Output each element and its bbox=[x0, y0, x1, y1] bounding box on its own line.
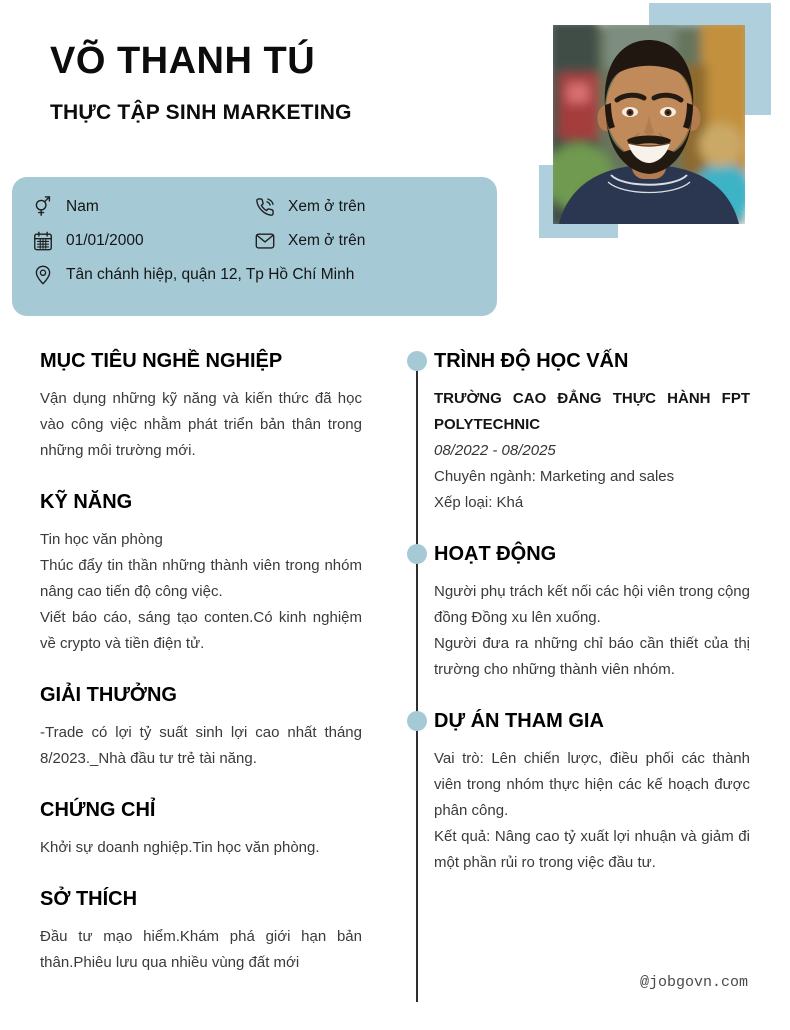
education-period: 08/2022 - 08/2025 bbox=[434, 442, 556, 459]
contact-address bbox=[32, 264, 354, 286]
email-value: Xem ở trên bbox=[288, 232, 366, 249]
profile-photo bbox=[553, 25, 745, 224]
section-heading: CHỨNG CHỈ bbox=[40, 799, 156, 821]
section-heading: KỸ NĂNG bbox=[40, 491, 133, 513]
section-paragraph: Vận dụng những kỹ năng và kiến thức đã học vào công việc nhằm phát triển bản thân trong những môi trường mới. bbox=[40, 390, 362, 459]
education-grade: Xếp loại: Khá bbox=[434, 494, 524, 511]
contact-row-1 bbox=[32, 192, 477, 222]
section-certificates bbox=[40, 799, 362, 861]
section-paragraph: Tin học văn phòng bbox=[40, 531, 163, 548]
candidate-name: VÕ THANH TÚ bbox=[50, 40, 316, 82]
left-column bbox=[40, 350, 362, 976]
education-school: TRƯỜNG CAO ĐẲNG THỰC HÀNH FPT POLYTECHNIC bbox=[434, 390, 750, 433]
gender-icon bbox=[32, 196, 54, 218]
contact-info-card bbox=[12, 177, 497, 316]
section-paragraph: Người phụ trách kết nối các hội viên trong cộng đồng Đồng xu lên xuống. bbox=[434, 583, 750, 626]
contact-row-2 bbox=[32, 226, 477, 256]
section-paragraph: Đầu tư mạo hiểm.Khám phá giới hạn bản thân.Phiêu lưu qua nhiều vùng đất mới bbox=[40, 928, 362, 971]
section-education bbox=[434, 350, 750, 516]
section-paragraph: -Trade có lợi tỷ suất sinh lợi cao nhất tháng 8/2023._Nhà đầu tư trẻ tài năng. bbox=[40, 724, 362, 767]
section-paragraph: Người đưa ra những chỉ báo cần thiết của thị trường cho những thành viên nhóm. bbox=[434, 635, 750, 678]
section-bullet-dot bbox=[407, 711, 427, 731]
right-column bbox=[434, 350, 750, 876]
site-watermark: @jobgovn.com bbox=[640, 974, 749, 991]
section-heading: SỞ THÍCH bbox=[40, 888, 138, 910]
education-major: Chuyên ngành: Marketing and sales bbox=[434, 468, 675, 485]
contact-email bbox=[254, 230, 365, 252]
gender-value: Nam bbox=[66, 198, 99, 215]
section-heading: TRÌNH ĐỘ HỌC VẤN bbox=[434, 350, 629, 372]
section-heading: HOẠT ĐỘNG bbox=[434, 543, 557, 565]
section-awards bbox=[40, 684, 362, 772]
section-heading: GIẢI THƯỞNG bbox=[40, 684, 177, 706]
section-paragraph: Khởi sự doanh nghiệp.Tin học văn phòng. bbox=[40, 839, 320, 856]
column-divider-line bbox=[416, 361, 418, 1002]
candidate-job-title: THỰC TẬP SINH MARKETING bbox=[50, 101, 352, 124]
section-paragraph: Thúc đẩy tin thần những thành viên trong nhóm nâng cao tiến độ công việc. bbox=[40, 557, 362, 600]
section-paragraph: Vai trò: Lên chiến lược, điều phối các thành viên trong nhóm thực hiện các kế hoạch được phân công. bbox=[434, 750, 750, 819]
section-bullet-dot bbox=[407, 544, 427, 564]
birthday-value: 01/01/2000 bbox=[66, 232, 144, 249]
phone-icon bbox=[254, 196, 276, 218]
section-heading: MỤC TIÊU NGHỀ NGHIỆP bbox=[40, 350, 283, 372]
section-bullet-dot bbox=[407, 351, 427, 371]
location-pin-icon bbox=[32, 264, 54, 286]
calendar-icon bbox=[32, 230, 54, 252]
section-hobbies bbox=[40, 888, 362, 976]
section-paragraph: Kết quả: Nâng cao tỷ xuất lợi nhuận và giảm đi một phần rủi ro trong việc đầu tư. bbox=[434, 828, 750, 871]
section-career-objective bbox=[40, 350, 362, 464]
address-value: Tân chánh hiệp, quận 12, Tp Hồ Chí Minh bbox=[66, 266, 355, 283]
phone-value: Xem ở trên bbox=[288, 198, 366, 215]
contact-phone bbox=[254, 196, 365, 218]
contact-birthday bbox=[32, 230, 254, 252]
email-icon bbox=[254, 230, 276, 252]
section-activities bbox=[434, 543, 750, 683]
section-projects bbox=[434, 710, 750, 876]
section-paragraph: Viết báo cáo, sáng tạo conten.Có kinh nghiệm về crypto và tiền điện tử. bbox=[40, 609, 362, 652]
contact-row-3 bbox=[32, 260, 477, 290]
section-heading: DỰ ÁN THAM GIA bbox=[434, 710, 604, 732]
section-skills bbox=[40, 491, 362, 657]
contact-gender bbox=[32, 196, 254, 218]
